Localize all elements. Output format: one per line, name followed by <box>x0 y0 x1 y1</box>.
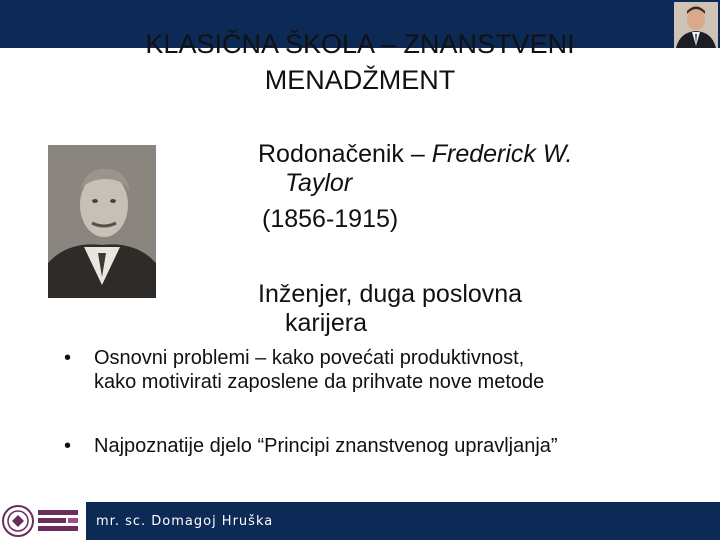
founder-name-last-line <box>285 169 352 198</box>
author-photo <box>674 2 718 48</box>
bullet-icon: • <box>64 435 72 457</box>
taylor-portrait <box>48 145 156 298</box>
founder-name-first: Frederick W. <box>431 140 573 168</box>
slide-title <box>60 26 660 98</box>
founder-label: Rodonačenik – <box>258 140 432 168</box>
bullet-text-line-2: kako motivirati zaposlene da prihvate nove metode <box>94 371 545 393</box>
founder-line <box>258 140 572 169</box>
bullet-item-work <box>64 434 684 458</box>
title-line-2: MENADŽMENT <box>264 65 456 95</box>
title-line-1: KLASIČNA ŠKOLA – ZNANSTVENI <box>145 29 575 59</box>
profession-line-1: Inženjer, duga poslovna <box>258 280 523 308</box>
founder-name-last: Taylor <box>285 169 353 197</box>
bullet-item-problems <box>64 346 684 394</box>
faculty-logo-icon <box>38 504 78 538</box>
profession-line-2: karijera <box>285 309 367 337</box>
bullet-text-line: Najpoznatije djelo “Principi znanstvenog upravljanja” <box>94 435 558 457</box>
footer-author: mr. sc. Domagoj Hruška <box>96 514 274 529</box>
bullet-icon: • <box>64 347 72 369</box>
bullet-text-line-1: Osnovni problemi – kako povećati produktivnost, <box>94 347 525 369</box>
founder-years: (1856-1915) <box>262 205 399 233</box>
university-seal-icon <box>2 504 34 538</box>
